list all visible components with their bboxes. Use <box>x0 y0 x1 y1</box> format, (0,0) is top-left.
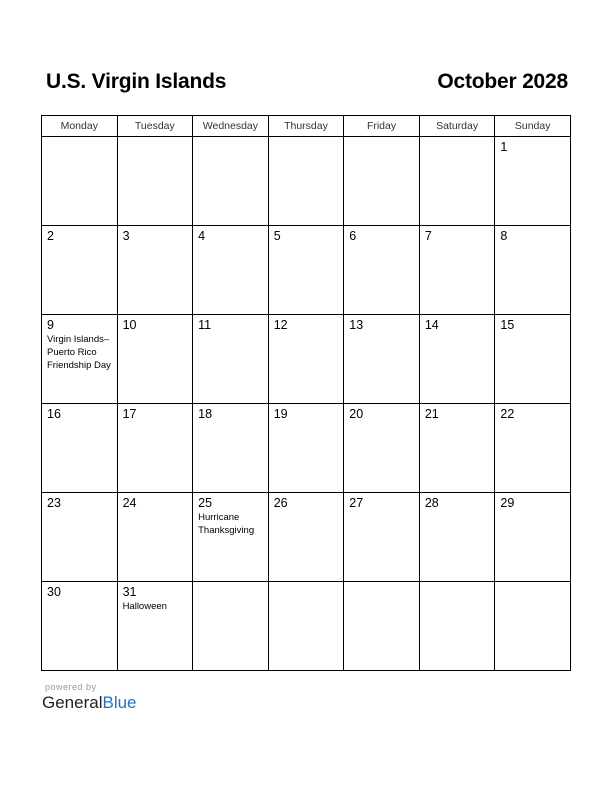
day-number: 22 <box>500 407 515 421</box>
day-cell <box>193 493 269 582</box>
day-number: 14 <box>424 318 439 332</box>
brand-footer <box>42 682 137 713</box>
day-number: 24 <box>122 496 137 510</box>
day-number: 29 <box>500 496 515 510</box>
day-number: 26 <box>273 496 288 510</box>
day-cell <box>42 493 118 582</box>
weekday-header: Saturday <box>419 116 495 137</box>
week-row <box>42 137 571 226</box>
day-cell <box>419 137 495 226</box>
day-cell <box>419 315 495 404</box>
day-cell <box>344 404 420 493</box>
day-cell <box>419 493 495 582</box>
week-row <box>42 315 571 404</box>
day-number: 4 <box>198 229 206 243</box>
day-cell <box>193 404 269 493</box>
logo-text-blue: Blue <box>102 693 137 712</box>
day-cell <box>117 582 193 671</box>
day-cell <box>344 137 420 226</box>
logo-text-general: General <box>42 693 103 712</box>
weekday-header: Wednesday <box>193 116 269 137</box>
day-number: 11 <box>198 318 212 332</box>
holiday-label: Halloween <box>122 601 167 612</box>
day-number: 5 <box>273 229 281 243</box>
day-number: 8 <box>500 229 508 243</box>
day-number: 9 <box>47 318 54 332</box>
day-number: 17 <box>122 407 137 421</box>
day-cell <box>495 582 571 671</box>
day-number: 30 <box>47 585 61 599</box>
month-title: October 2028 <box>437 70 568 93</box>
day-cell <box>344 315 420 404</box>
day-number: 21 <box>424 407 439 421</box>
day-number: 27 <box>349 496 364 510</box>
day-cell <box>193 582 269 671</box>
calendar-header <box>42 70 570 100</box>
day-number: 2 <box>47 229 54 243</box>
day-cell <box>268 315 344 404</box>
day-number: 7 <box>424 229 432 243</box>
weekday-header: Monday <box>42 116 118 137</box>
day-number: 3 <box>122 229 130 243</box>
day-cell <box>344 493 420 582</box>
day-number: 19 <box>273 407 288 421</box>
day-cell <box>268 582 344 671</box>
day-cell <box>42 404 118 493</box>
day-number: 31 <box>122 585 137 599</box>
day-cell <box>117 226 193 315</box>
day-cell <box>268 493 344 582</box>
day-number: 6 <box>349 229 357 243</box>
day-number: 12 <box>273 318 288 332</box>
weekday-header: Friday <box>344 116 420 137</box>
day-cell <box>193 315 269 404</box>
day-cell <box>42 137 118 226</box>
day-cell <box>42 226 118 315</box>
powered-by-text: powered by <box>45 682 97 692</box>
day-number: 16 <box>47 407 61 421</box>
day-cell <box>117 315 193 404</box>
calendar-grid <box>41 115 571 671</box>
day-number: 18 <box>198 407 213 421</box>
day-cell <box>419 404 495 493</box>
day-number: 1 <box>500 140 508 154</box>
week-row <box>42 226 571 315</box>
day-cell <box>42 315 118 404</box>
day-cell <box>495 315 571 404</box>
day-cell <box>268 404 344 493</box>
day-number: 28 <box>424 496 439 510</box>
day-cell <box>495 226 571 315</box>
day-number: 15 <box>500 318 515 332</box>
week-row <box>42 582 571 671</box>
day-cell <box>193 226 269 315</box>
weekday-header: Sunday <box>495 116 571 137</box>
week-row <box>42 493 571 582</box>
day-number: 10 <box>122 318 137 332</box>
day-cell <box>193 137 269 226</box>
day-cell <box>117 404 193 493</box>
day-cell <box>344 226 420 315</box>
weekday-header-row <box>42 116 571 137</box>
day-cell <box>42 582 118 671</box>
day-cell <box>344 582 420 671</box>
day-cell <box>268 137 344 226</box>
day-cell <box>495 137 571 226</box>
weekday-header: Thursday <box>268 116 344 137</box>
generalblue-logo[interactable] <box>42 693 137 713</box>
day-number: 23 <box>47 496 61 510</box>
day-cell <box>495 493 571 582</box>
day-cell <box>117 493 193 582</box>
day-cell <box>419 582 495 671</box>
day-number: 20 <box>349 407 364 421</box>
holiday-label: Hurricane Thanksgiving <box>198 512 255 536</box>
weekday-header: Tuesday <box>117 116 193 137</box>
day-cell <box>268 226 344 315</box>
day-cell <box>419 226 495 315</box>
day-cell <box>117 137 193 226</box>
day-number: 25 <box>198 496 213 510</box>
holiday-label: Virgin Islands–Puerto Rico Friendship Day <box>47 334 111 371</box>
region-title: U.S. Virgin Islands <box>46 70 227 93</box>
week-row <box>42 404 571 493</box>
day-number: 13 <box>349 318 364 332</box>
day-cell <box>495 404 571 493</box>
